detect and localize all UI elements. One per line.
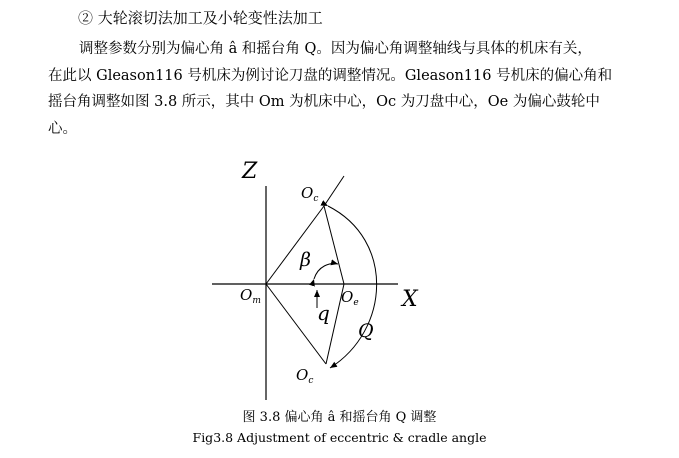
label-oe: $O_e$ — [341, 288, 359, 308]
paragraph-line: 在此以 Gleason116 号机床为例讨论刀盘的调整情况。Gleason116 号机床的偏心角和 — [48, 67, 613, 84]
label-om: $O_m$ — [240, 286, 261, 306]
label-beta: β — [300, 249, 311, 271]
arc-beta — [314, 264, 338, 279]
paragraph-line: 摇台角调整如图 3.8 所示，其中 Om 为机床中心，Oc 为刀盘中心，Oe 为偏心鼓轮中 — [48, 94, 600, 110]
arc-cradle-q — [328, 206, 377, 368]
x-axis-label: X — [402, 287, 418, 312]
section-heading: ② 大轮滚切法加工及小轮变性法加工 — [78, 9, 323, 27]
line-om-oc — [266, 206, 324, 284]
label-q-small: q — [317, 301, 330, 325]
label-oc-top: $O_c$ — [301, 184, 319, 204]
label-oc-bottom: $O_c$ — [296, 366, 314, 386]
caption-chinese: 图 3.8 偏心角 â 和摇台角 Q 调整 — [242, 410, 437, 425]
line-oc-oe — [324, 206, 344, 284]
label-q-big: Q — [358, 320, 374, 342]
paragraph-line: 心。 — [48, 120, 77, 137]
paragraph-line: 调整参数分别为偏心角 â 和摇台角 Q。因为偏心角调整轴线与具体的机床有关， — [79, 41, 592, 57]
line-oc-extension — [324, 176, 344, 206]
z-axis-label: Z — [242, 159, 258, 184]
caption-english: Fig3.8 Adjustment of eccentric & cradle angle — [192, 430, 487, 445]
